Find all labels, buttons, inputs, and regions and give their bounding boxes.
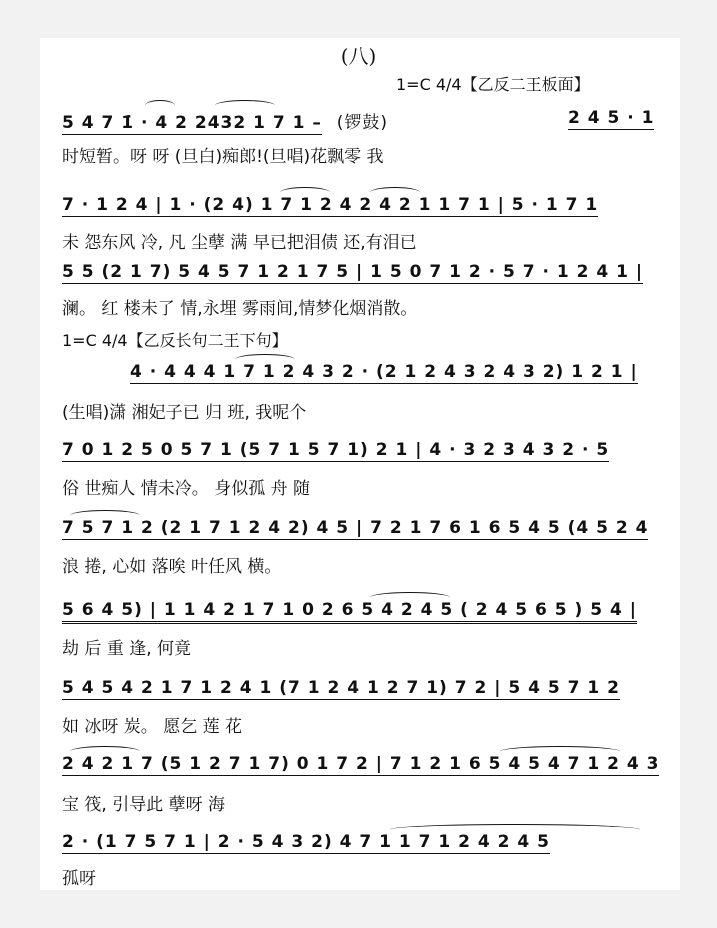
lyrics-line: 浪 捲, 心如 落唉 叶任风 横。 [62,557,282,577]
slur-mark [500,746,620,757]
notation-line: 2 · (1 7 5 7 1 | 2 · 5 4 3 2) 4 7 1 1 7 1 2 4 2 4 5 [62,832,550,852]
notation-line: 7 0 1 2 5 0 5 7 1 (5 7 1 5 7 1) 2 1 | 4 · 3 2 3 4 3 2 · 5 [62,440,610,460]
notation-line: 7 · 1 2 4 | 1 · (2 4) 1 7 1 2 4 2 4 2 1 1 7 1 | 5 · 1 7 1 [62,195,599,215]
lyrics-line: 孤呀 [62,869,96,889]
slur-mark [370,592,450,603]
notation-line: 5 4 5 4 2 1 7 1 2 4 1 (7 1 2 4 1 2 7 1) 7 2 | 5 4 5 7 1 2 [62,678,620,698]
slur-mark [145,100,175,111]
notation-line-right: 2 4 5 · 1 [568,108,655,128]
lyrics-line: 劫 后 重 逢, 何竟 [62,639,192,659]
notation-line: 5 4 7 1̇ · 4 2 2432 1 7 1 – (锣鼓) [62,113,389,133]
notation-line: 2 4 2 1 7 (5 1 2 7 1 7) 0 1 7 2 | 7 1 2 1 6 5 4 5 4 7 1 2 4 3 [62,754,660,774]
slur-mark [70,510,140,521]
lyrics-line: 澜。 红 楼未了 情,永埋 雾雨间,情梦化烟消散。 [62,299,418,319]
notation-line: 5 5 (2 1 7) 5 4 5 7 1 2 1 7 5 | 1 5 0 7 1 2 · 5 7 · 1 2 4 1 | [62,262,644,282]
notation-line: 5 6 4 5) | 1 1 4 2 1 7 1 0 2 6 5 4 2 4 5 ( 2 4 5 6 5 ) 5 4 | [62,600,637,620]
slur-mark [215,100,275,111]
lyrics-line: 时短暂。呀 呀 (旦白)痴郎!(旦唱)花飘零 我 [62,147,384,167]
slur-mark [390,824,640,835]
lyrics-line: 俗 世痴人 情未冷。 身似孤 舟 随 [62,479,311,499]
key-signature-1: 1=C 4/4【乙反二王板面】 [396,75,590,94]
notation-line: 4 · 4 4 4 1 7 1 2 4 3 2 · (2 1 2 4 3 2 4 3 2) 1 2 1 | [130,362,638,382]
lyrics-line: 未 怨东风 冷, 凡 尘孽 满 早已把泪债 还,有泪已 [62,233,417,253]
notation-line: 7 5 7 1 2 (2 1 7 1 2 4 2) 4 5 | 7 2 1 7 6 1 6 5 4 5 (4 5 2 4 [62,518,649,538]
key-signature-2: 1=C 4/4【乙反长句二王下句】 [62,331,288,350]
lyrics-line: (生唱)潇 湘妃子已 归 班, 我呢个 [62,403,307,423]
slur-mark [70,746,140,757]
lyrics-line: 如 冰呀 炭。 愿乞 莲 花 [62,717,243,737]
lyrics-line: 宝 筏, 引导此 孽呀 海 [62,795,226,815]
page-title: (八) [340,44,377,68]
slur-mark [235,354,295,365]
slur-mark [370,187,420,198]
slur-mark [280,187,330,198]
